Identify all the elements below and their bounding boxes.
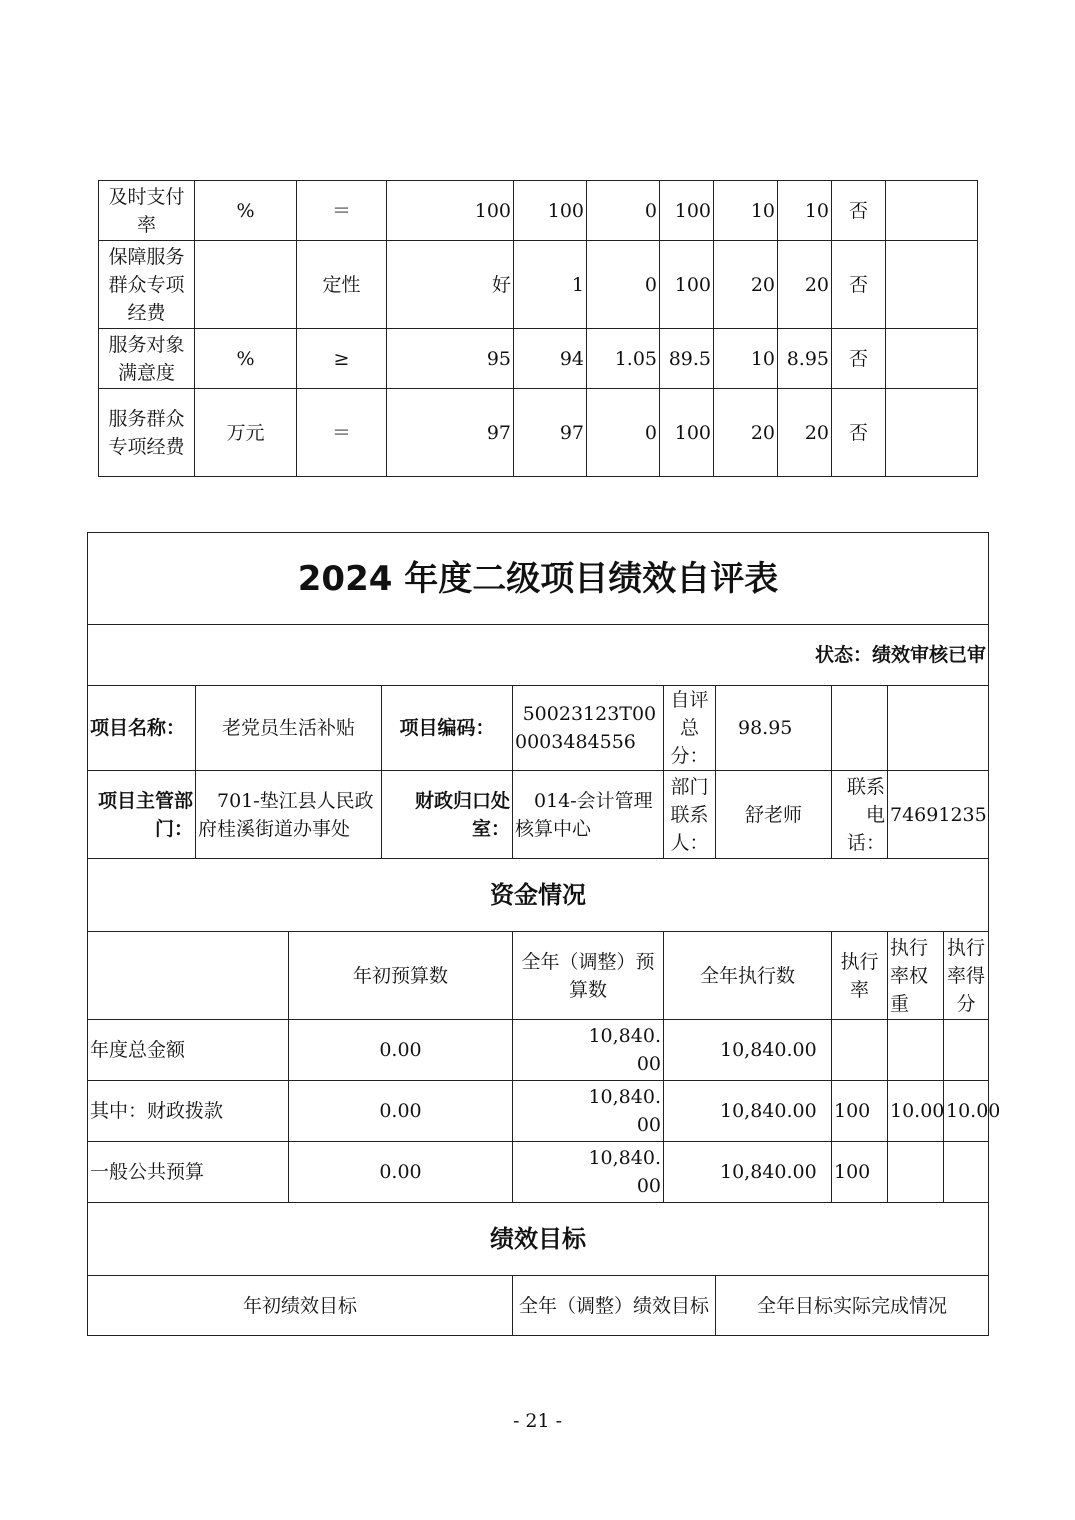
indicator-table [98,180,978,477]
indicator-operator: ＝ [297,389,387,477]
self-evaluation-form [87,532,1001,1336]
funds-score [944,1020,989,1081]
funds-executed: 10,840.00 [664,1142,832,1203]
indicator-unit [195,241,297,329]
indicator-unit: % [195,181,297,241]
indicator-rate: 100 [660,241,714,329]
funds-weight [888,1142,944,1203]
indicator-remark [886,329,978,389]
indicator-flag: 否 [832,241,886,329]
indicator-score: 10 [778,181,832,241]
indicator-score: 8.95 [778,329,832,389]
indicator-actual: 1 [514,241,587,329]
indicator-flag: 否 [832,389,886,477]
indicator-rate: 100 [660,389,714,477]
page-number: - 21 - [512,1410,563,1432]
empty-cell [888,686,989,771]
indicator-target: 100 [387,181,514,241]
funds-initial: 0.00 [289,1081,513,1142]
table-row [99,181,978,241]
funds-rate [832,1020,888,1081]
project-code-label: 项目编码： [382,686,513,771]
goals-header-initial: 年初绩效目标 [88,1276,513,1336]
funds-adjusted: 10,840.00 [513,1020,664,1081]
indicator-remark [886,181,978,241]
project-name-label: 项目名称： [88,686,196,771]
indicator-weight: 20 [714,389,778,477]
indicator-unit: % [195,329,297,389]
indicator-rate: 89.5 [660,329,714,389]
form-title: 2024 年度二级项目绩效自评表 [88,533,989,625]
dept-label: 项目主管部门： [88,771,196,859]
total-score: 98.95 [716,686,832,771]
indicator-actual: 94 [514,329,587,389]
goals-header-actual: 全年目标实际完成情况 [716,1276,989,1336]
indicator-flag: 否 [832,329,886,389]
funds-adjusted: 10,840.00 [513,1142,664,1203]
score-label: 自评总分： [664,686,716,771]
funds-header-initial: 年初预算数 [289,932,513,1020]
funds-weight: 10.00 [888,1081,944,1142]
indicator-unit: 万元 [195,389,297,477]
funds-score: 10.00 [944,1081,989,1142]
funds-initial: 0.00 [289,1020,513,1081]
goals-section-title: 绩效目标 [88,1203,989,1276]
indicator-score: 20 [778,241,832,329]
project-code: 50023123T000003484556 [513,686,664,771]
funds-weight [888,1020,944,1081]
funds-row-label: 年度总金额 [88,1020,289,1081]
indicator-weight: 10 [714,329,778,389]
indicator-remark [886,389,978,477]
indicator-remark [886,241,978,329]
indicator-flag: 否 [832,181,886,241]
indicator-name: 保障服务群众专项经费 [99,241,195,329]
funds-header-rate: 执行率 [832,932,888,1020]
indicator-target: 97 [387,389,514,477]
indicator-deviation: 1.05 [587,329,660,389]
funds-header-weight: 执行率权重 [888,932,944,1020]
indicator-weight: 10 [714,181,778,241]
indicator-target: 95 [387,329,514,389]
funds-executed: 10,840.00 [664,1081,832,1142]
contact-value: 舒老师 [716,771,832,859]
indicator-deviation: 0 [587,389,660,477]
funds-header-score: 执行率得分 [944,932,989,1020]
funds-header-executed: 全年执行数 [664,932,832,1020]
empty-cell [832,686,888,771]
funds-adjusted: 10,840.00 [513,1081,664,1142]
indicator-name: 服务对象满意度 [99,329,195,389]
indicator-deviation: 0 [587,181,660,241]
funds-initial: 0.00 [289,1142,513,1203]
goals-header-adjusted: 全年（调整）绩效目标 [513,1276,716,1336]
phone-label: 联系电话： [832,771,888,859]
funds-header-adjusted: 全年（调整）预算数 [513,932,664,1020]
funds-row-label: 一般公共预算 [88,1142,289,1203]
funds-section-title: 资金情况 [88,859,989,932]
project-name: 老党员生活补贴 [196,686,382,771]
indicator-name: 及时支付率 [99,181,195,241]
finance-label: 财政归口处室： [382,771,513,859]
contact-label: 部门联系人： [664,771,716,859]
indicator-operator: 定性 [297,241,387,329]
table-row [99,329,978,389]
dept-value: 701-垫江县人民政府桂溪街道办事处 [196,771,382,859]
phone-value: 74691235 [888,771,989,859]
indicator-operator: ≥ [297,329,387,389]
indicator-rate: 100 [660,181,714,241]
empty-cell [88,932,289,1020]
funds-rate: 100 [832,1142,888,1203]
indicator-target: 好 [387,241,514,329]
table-row [99,241,978,329]
indicator-deviation: 0 [587,241,660,329]
indicator-actual: 100 [514,181,587,241]
indicator-weight: 20 [714,241,778,329]
table-row [99,389,978,477]
finance-value: 014-会计管理核算中心 [513,771,664,859]
indicator-actual: 97 [514,389,587,477]
funds-rate: 100 [832,1081,888,1142]
status-label: 状态：绩效审核已审 [88,625,989,686]
indicator-operator: ＝ [297,181,387,241]
indicator-score: 20 [778,389,832,477]
indicator-name: 服务群众专项经费 [99,389,195,477]
funds-score [944,1142,989,1203]
funds-row-label: 其中：财政拨款 [88,1081,289,1142]
funds-executed: 10,840.00 [664,1020,832,1081]
